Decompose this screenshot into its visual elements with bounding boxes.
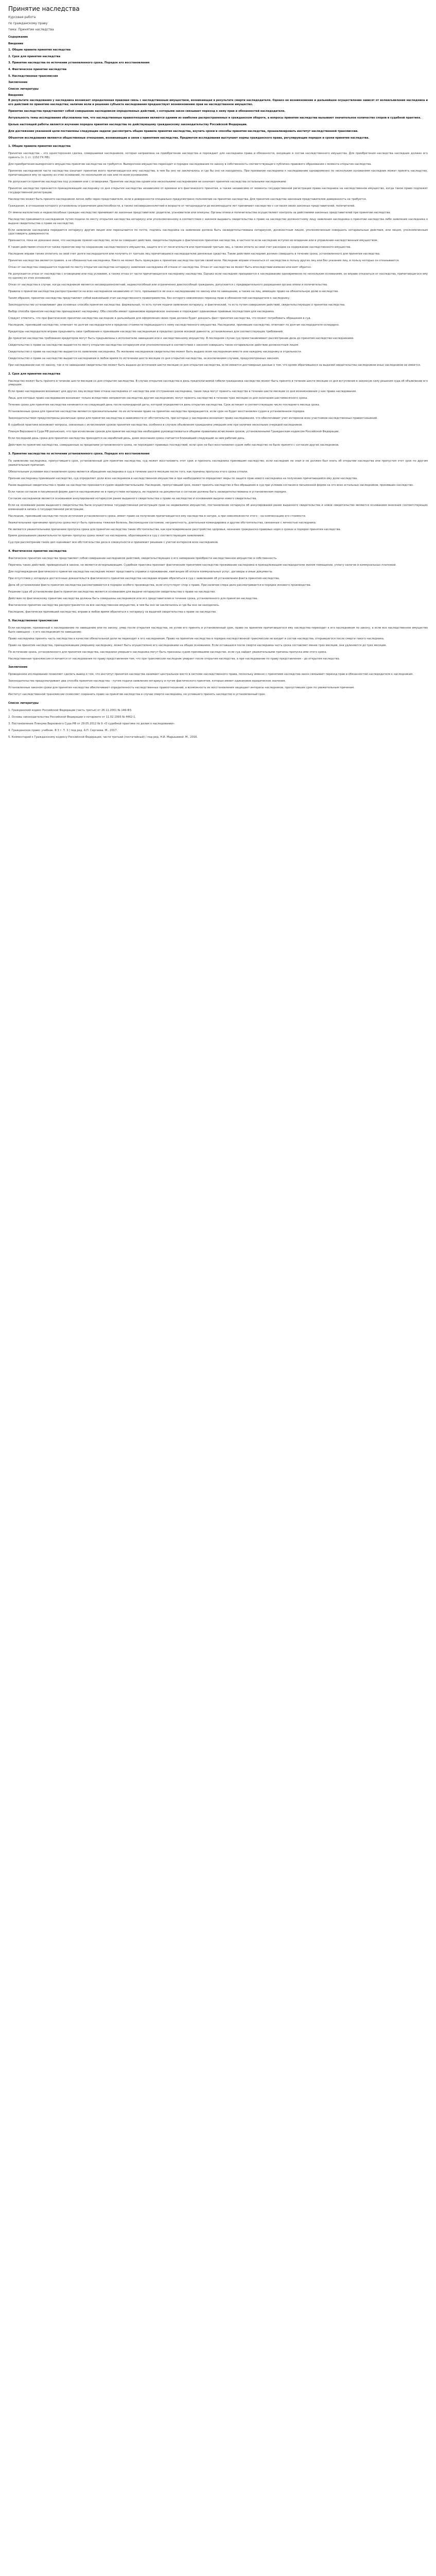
document-body [8,99,428,740]
document-section [8,665,428,697]
document-section [8,372,428,448]
document-page [0,0,436,748]
paragraph: 3. Постановление Пленума Верховного Суда РФ от 29.05.2012 № 9 «О судебной практике по делам о наследовании». [8,722,176,726]
paragraph: Выбор способа принятия наследства принадлежит наследнику. Оба способа имеют одинаковое юридическое значение и порождают одинаковые правовые последствия для наследника. [8,310,275,313]
paragraph: Свидетельство о праве на наследство выдается по месту открытия наследства нотариусом или уполномоченным в соответствии с законом совершать такое нотариальное действие должностным лицом. [8,343,299,347]
paragraph: Наследство принимается наследником путем подачи по месту открытия наследства нотариусу или уполномоченному в соответствии с законом выдавать свидетельства о праве на наследство должностному лицу заявления наследника о принятии наследства либо заявления наследника о выдаче свидетельства о праве на наследство. [8,217,428,225]
document-section [8,619,428,662]
paragraph: Установленные законом сроки для принятия наследства обеспечивают определенность наследственных правоотношений, а возможность их восстановления защищает интересы наследников, пропустивших срок по уважительным причинам. [8,686,355,690]
paragraph: Законодательство предусматривает два способа принятия наследства – путем подачи заявления нотариусу и путем фактического принятия, которые имеют одинаковое юридическое значение. [8,680,286,683]
paragraph: Бремя доказывания уважительности причин пропуска срока лежит на наследнике, обратившемся в суд с соответствующим заявлением. [8,534,205,538]
paragraph: Наследство может быть принято в течение шести месяцев со дня открытия наследства. В случае открытия наследства в день предполагаемой гибели гражданина наследство может быть принято в течение шести месяцев со дня вступления в законную силу решения суда об объявлении его умершим. [8,379,428,387]
document-section [8,701,428,740]
paragraph: Свидетельство о праве на наследство выдается по заявлению наследника. По желанию наследников свидетельство может быть выдано всем наследникам вместе или каждому наследнику в отдельности. [8,350,302,353]
paragraph: Объектом исследования являются общественные отношения, возникающие в связи с принятием наследства. Предметом исследования выступают нормы гражданского права, регулирующие порядок и сроки принятия наследства. [8,136,370,140]
section-heading: 2. Срок для принятия наследства [8,372,61,376]
toc-item: 5. Наследственная трансмиссия [8,74,58,78]
paragraph: Свидетельство о праве на наследство выдается наследникам в любое время по истечении шести месяцев со дня открытия наследства, за исключением случаев, предусмотренных законом. [8,357,280,360]
paragraph: Не являются уважительными причинами пропуска срока для принятия наследства такие обстоятельства, как кратковременное расстройство здоровья, незнание гражданско-правовых норм о сроках и порядке принятия наследства. [8,528,341,531]
paragraph: Для приобретения выморочного имущества принятие наследства не требуется. Выморочное имущество переходит в порядке наследования по закону в собственность соответствующего публично-правового образования с момента открытия наследства. [8,163,372,166]
paragraph: Для подтверждения фактического принятия наследства наследник может представить справки о проживании, квитанции об оплате коммунальных услуг, договоры и иные документы. [8,570,273,574]
paragraph: При отсутствии у нотариуса достаточных доказательств фактического принятия наследства наследник вправе обратиться в суд с заявлением об установлении факта принятия наследства. [8,577,280,581]
paragraph: До принятия наследства требования кредиторов могут быть предъявлены к исполнителю завещания или к наследственному имуществу. В последнем случае суд приостанавливает рассмотрение дела до принятия наследства наследниками. [8,336,354,340]
document-title: Принятие наследства [8,5,80,12]
paragraph: Не допускается отказ от наследства с оговорками или под условием, а также отказ от части причитающегося наследнику наследства. Однако если наследник призывается к наследованию одновременно по нескольким основаниям, он вправе отказаться от наследства, причитающегося ему по одному из этих оснований. [8,273,428,280]
paragraph: 4. Гражданское право: учебник. В 3 т. Т. 3 / под ред. А.П. Сергеева. М., 2017. [8,729,118,733]
paragraph: Не допускается принятие наследства под условием или с оговорками. Принятие наследства одним или несколькими наследниками не означает принятия наследства остальными наследниками. [8,180,287,183]
paragraph: Наследство может быть принято наследником лично либо через представителя, если в доверенности специально предусмотрено полномочие на принятие наследства. Для принятия наследства законным представителем доверенность не требуется. [8,197,367,201]
paragraph: Если наследник, призванный к наследованию по завещанию или по закону, умер после открытия наследства, не успев его принять в установленный срок, право на принятие причитавшегося ему наследства переходит к его наследникам по закону, а если все наследственное имущество было завещано – к его наследникам по завещанию. [8,626,428,634]
paragraph: Таким образом, принятие наследства представляет собой важнейший этап наследственного правопреемства, без которого невозможен переход прав и обязанностей наследодателя к наследнику. [8,296,290,300]
paragraph: Решение суда об установлении факта принятия наследства является основанием для выдачи нотариусом свидетельства о праве на наследство. [8,590,216,594]
paragraph: Законодательство устанавливает два основных способа принятия наследства: формальный, то есть путем подачи заявления нотариусу, и фактический, то есть путем совершения действий, свидетельствующих о принятии наследства. [8,303,345,307]
paragraph: По заявлению наследника, пропустившего срок, установленный для принятия наследства, суд может восстановить этот срок и признать наследника принявшим наследство, если наследник не знал и не должен был знать об открытии наследства или пропустил этот срок по другим уважительным причинам. [8,460,428,467]
paragraph: От имени малолетних и недееспособных граждан наследство принимают их законные представители: родители, усыновители или опекуны. Органы опеки и попечительства осуществляют контроль за действиями законных представителей при принятии наследства. [8,211,391,214]
document-meta [8,15,428,32]
paragraph: Наследник, принявший наследство, отвечает по долгам наследодателя в пределах стоимости перешедшего к нему наследственного имущества. Наследники, принявшие наследство, отвечают по долгам наследодателя солидарно. [8,323,340,327]
paragraph: Ранее выданные свидетельства о праве на наследство признаются судом недействительными. Наследник, пропустивший срок, может принять наследство и без обращения в суд при условии согласия в письменной форме на это всех остальных наследников, принявших наследство. [8,483,414,487]
paragraph: Лица, для которых право наследования возникает только вследствие непринятия наследства другим наследником, могут принять наследство в течение трех месяцев со дня окончания шестимесячного срока. [8,397,308,400]
paragraph: Суд при рассмотрении таких дел оценивает все обстоятельства дела в совокупности и принимает решение с учетом интересов всех наследников. [8,541,219,545]
paragraph: Следует отметить, что при фактическом принятии наследства наследник в дальнейшем для оформления своих прав должен будет доказать факт принятия наследства, что может потребовать обращения в суд. [8,316,311,320]
paragraph: Уважительными причинами пропуска срока могут быть признаны тяжелая болезнь, беспомощное состояние, неграмотность, длительная командировка и другие обстоятельства, связанные с личностью наследника. [8,521,317,524]
paragraph: Проведенное исследование позволяет сделать вывод о том, что институт принятия наследства занимает центральное место в системе наследственного права, поскольку именно с принятием наследства закон связывает переход прав и обязанностей наследодателя к наследникам. [8,673,413,676]
toc-item: 1. Общие правила принятия наследства [8,48,71,52]
paragraph: Фактическое принятие наследства представляет собой совершение наследником действий, свидетельствующих о его намерении приобрести наследственное имущество в собственность. [8,557,277,561]
paragraph: Наследник вправе также оплатить за свой счет долги наследодателя или получить от третьих лиц причитавшиеся наследодателю денежные средства. Такие действия наследник должен совершить в течение срока, установленного для принятия наследства. [8,252,380,256]
paragraph: 5. Комментарий к Гражданскому кодексу Российской Федерации, части третьей (постатейный) / под ред. Н.И. Марышевой. М., 2016. [8,736,198,739]
toc-item: Введение [8,94,24,97]
section-heading: 5. Наследственная трансмиссия [8,619,58,622]
paragraph: Наследственная трансмиссия отличается от наследования по праву представления тем, что при трансмиссии наследник умирает после открытия наследства, а при наследовании по праву представления – до открытия наследства. [8,657,340,660]
section-heading: Заключение [8,666,28,669]
paragraph: Признается, пока не доказано иное, что наследник принял наследство, если он совершил действия, свидетельствующие о фактическом принятии наследства, в частности если наследник вступил во владение или в управление наследственным имуществом. [8,239,378,243]
paragraph: Установленные сроки для принятия наследства являются пресекательными: по их истечении право на принятие наследства прекращается, если срок не будет восстановлен судом в установленном порядке. [8,410,305,414]
toc-item: Содержание [8,36,28,39]
paragraph: Согласие наследников является основанием аннулирования нотариусом ранее выданного свидетельства о праве на наследство и основанием выдачи нового свидетельства. [8,497,257,500]
paragraph: Целью настоящей работы является изучение порядка принятия наследства по действующему гражданскому законодательству Российской Федерации. [8,123,248,126]
paragraph: Обязательным условием восстановления срока является обращение наследника в суд в течение шести месяцев после того, как причины пропуска этого срока отпали. [8,470,248,473]
paragraph: Дела об установлении факта принятия наследства рассматриваются в порядке особого производства, если отсутствует спор о праве. При наличии спора дело рассматривается в порядке искового производства. [8,584,311,587]
paragraph: Если такое согласие в письменной форме дается наследниками не в присутствии нотариуса, их подписи на документах о согласии должны быть засвидетельствованы в установленном порядке. [8,490,287,494]
paragraph: Наследник, принявший наследство после истечения установленного срока, имеет право на получение причитающегося ему наследства в натуре, а при невозможности этого – на компенсацию его стоимости. [8,514,306,518]
paragraph: Принятие наследником части наследства означает принятие всего причитающегося ему наследства, в чем бы оно ни заключалось и где бы оно ни находилось. При призвании наследника к наследованию одновременно по нескольким основаниям наследник может принять наследство, причитающееся ему по одному из этих оснований, по нескольким из них или по всем основаниям. [8,170,428,177]
paragraph: Право наследника принять часть наследства в качестве обязательной доли не переходит к его наследникам. Право на принятие наследства в порядке наследственной трансмиссии не входит в состав наследства, открывшегося после смерти такого наследника. [8,637,385,640]
paragraph: Действия по фактическому принятию наследства должны быть совершены наследником или его представителем в течение срока, установленного для принятия наследства. [8,597,258,601]
paragraph: По истечении срока, установленного для принятия наследства, наследники умершего наследника могут быть признаны судом принявшими наследство, если суд найдет уважительными причины пропуска ими этого срока. [8,650,327,654]
paragraph: К таким действиям относятся также принятие мер по сохранению наследственного имущества, защите его от посягательств или притязаний третьих лиц, а также оплата за свой счет расходов на содержание наследственного имущества. [8,246,352,249]
paragraph: Принятое наследство признается принадлежащим наследнику со дня открытия наследства независимо от времени его фактического принятия, а также независимо от момента государственной регистрации права наследника на наследственное имущество, когда такое право подлежит государственной регистрации. [8,187,428,194]
toc-item: Список литературы [8,87,39,91]
paragraph: Актуальность темы исследования обусловлена тем, что наследственные правоотношения являются одними из наиболее распространенных в гражданском обороте, а вопросы принятия наследства вызывают значительное количество споров в судебной практике. [8,116,422,120]
paragraph: Наследник, фактически принявший наследство, вправе в любое время обратиться к нотариусу за выдачей свидетельства о праве на наследство. [8,611,217,614]
paragraph: 1. Гражданский кодекс Российской Федерации (часть третья) от 26.11.2001 № 146-ФЗ. [8,709,132,713]
paragraph: Перечень таких действий, приведенный в законе, не является исчерпывающим. Судебная практика признает фактическим принятием наследства проживание наследника в принадлежащем наследодателю жилом помещении, уплату налогов и коммунальных платежей. [8,564,397,567]
paragraph: Право на принятие наследства, принадлежавшее умершему наследнику, может быть осуществлено его наследниками на общих основаниях. Если оставшаяся после смерти наследника часть срока составляет менее трех месяцев, она удлиняется до трех месяцев. [8,643,387,647]
paragraph: Правила о принятии наследства распространяются на всех наследников независимо от того, призываются ли они к наследованию по закону или по завещанию, а также на лиц, имеющих право на обязательную долю в наследстве. [8,290,339,293]
section-heading: 3. Принятие наследства по истечении установленного срока. Порядок его восстановления [8,452,150,456]
document-section [8,452,428,545]
paragraph: Законодательством предусмотрены различные сроки для принятия наследства в зависимости от обстоятельств, при которых у наследника возникает право наследования, что обеспечивает учет интересов всех участников наследственных правоотношений. [8,417,378,420]
toc-item: 2. Срок для принятия наследства [8,55,61,58]
paragraph: Для достижения указанной цели поставлены следующие задачи: рассмотреть общие правила принятия наследства, изучить сроки и способы принятия наследства, проанализировать институт наследственной трансмиссии. [8,129,358,133]
paragraph: Если право наследования возникает для других лиц вследствие отказа наследника от наследства или отстранения наследника, такие лица могут принять наследство в течение шести месяцев со дня возникновения у них права наследования. [8,390,357,394]
paragraph: Отказ от наследства совершается подачей по месту открытия наследства нотариусу заявления наследника об отказе от наследства. Отказ от наследства не может быть впоследствии изменен или взят обратно. [8,266,312,269]
toc-item: 4. Фактическое принятие наследства [8,67,67,71]
section-heading: Список литературы [8,702,39,705]
paragraph: Кредиторы наследодателя вправе предъявить свои требования к принявшим наследство наследникам в пределах сроков исковой давности, установленных для соответствующих требований. [8,330,284,333]
paragraph: Принятие наследства – это односторонняя сделка, совершаемая наследником, которая направлена на приобретение наследства и порождает для наследника права и обязанности, входящие в состав наследственного имущества. Для приобретения наследства наследник должен его принять (п. 1 ст. 1152 ГК РФ). [8,152,428,160]
paragraph: Если заявление наследника передается нотариусу другим лицом или пересылается по почте, подпись наследника на заявлении должна быть засвидетельствована нотариусом, должностным лицом, уполномоченным совершать нотариальные действия, или лицом, уполномоченным удостоверять доверенности. [8,228,428,236]
toc-item: Введение [8,42,24,45]
paragraph: Принятие наследства является правом, а не обязанностью наследника. Никто не может быть принужден к принятию наследства против своей воли. Наследник вправе отказаться от наследства в пользу других лиц или без указания лиц, в пользу которых он отказывается. [8,259,399,263]
paragraph: Если на основании ранее выданного свидетельства была осуществлена государственная регистрация прав на недвижимое имущество, постановление нотариуса об аннулировании ранее выданного свидетельства и новое свидетельство являются основанием внесения соответствующих изменений в запись о государственной регистрации. [8,503,428,511]
paragraph: Действия по принятию наследства, совершенные за пределами установленного срока, не порождают правовых последствий, если срок не был восстановлен судом либо наследство не было принято с согласия других наследников. [8,444,339,447]
paragraph: Если последний день срока для принятия наследства приходится на нерабочий день, днем окончания срока считается ближайший следующий за ним рабочий день. [8,437,246,440]
paragraph: В судебной практике возникают вопросы, связанные с исчислением сроков принятия наследства, особенно в случаях объявления гражданина умершим или при наличии нескольких очередей наследников. [8,423,303,427]
section-heading: 4. Фактическое принятие наследства [8,550,67,553]
toc-item: Заключение [8,81,28,84]
paragraph: 2. Основы законодательства Российской Федерации о нотариате от 11.02.1993 № 4462-1. [8,716,136,719]
paragraph: При наследовании как по закону, так и по завещанию свидетельство может быть выдано до истечения шести месяцев со дня открытия наследства, если имеются достоверные данные о том, что кроме обратившихся за выдачей свидетельства наследников иных наследников не имеется. [8,363,421,367]
document-section [8,99,428,141]
table-of-contents [8,34,428,99]
paragraph: Отказ от наследства в случае, когда наследником является несовершеннолетний, недееспособный или ограниченно дееспособный гражданин, допускается с предварительного разрешения органа опеки и попечительства. [8,283,328,286]
document-section [8,549,428,615]
paragraph: В результате наследования у наследника возникает определенная правовая связь с наследственным имуществом, возникающая в результате смерти наследодателя. Однако ее возникновение и дальнейшее осуществление зависят от волеизъявления наследника и его действий по принятию наследства; наличие воли и решения субъекта наследования предшествует возникновению прав на наследственное имущество. [8,98,428,106]
section-heading: 1. Общие правила принятия наследства [8,145,71,148]
meta-line: Курсовая работа [8,15,36,19]
meta-line: по гражданскому праву [8,22,48,25]
toc-item: 3. Принятие наследства по истечении установленного срока. Порядок его восстановления [8,61,150,65]
document-section [8,144,428,367]
meta-line: тема: Принятие наследства [8,28,54,31]
paragraph: Принятие наследства представляет собой совершение наследником определенных действий, с которыми закон связывает переход к нему прав и обязанностей наследодателя. [8,109,286,113]
paragraph: Институт наследственной трансмиссии позволяет сохранить право на принятие наследства в случае смерти наследника, не успевшего принять наследство в установленный срок. [8,693,266,697]
paragraph: Течение срока для принятия наследства начинается на следующий день после календарной даты, которой определяется день открытия наследства. Срок истекает в соответствующее число последнего месяца срока. [8,403,320,407]
paragraph: Гражданин, в отношении которого установлены ограничения дееспособности, а также несовершеннолетний в возрасте от четырнадцати до восемнадцати лет принимают наследство с согласия своих законных представителей, попечителей. [8,204,355,208]
paragraph: Пленум Верховного Суда РФ разъяснил, что при исчислении сроков для принятия наследства необходимо руководствоваться общими правилами исчисления сроков, установленными Гражданским кодексом Российской Федерации. [8,430,340,434]
paragraph: Фактическое принятие наследства распространяется на все наследственное имущество, в чем бы оно ни заключалось и где бы оно ни находилось. [8,604,220,607]
paragraph: Признав наследника принявшим наследство, суд определяет доли всех наследников в наследственном имуществе и при необходимости определяет меры по защите прав нового наследника на получение причитающейся ему доли наследства. [8,477,358,480]
